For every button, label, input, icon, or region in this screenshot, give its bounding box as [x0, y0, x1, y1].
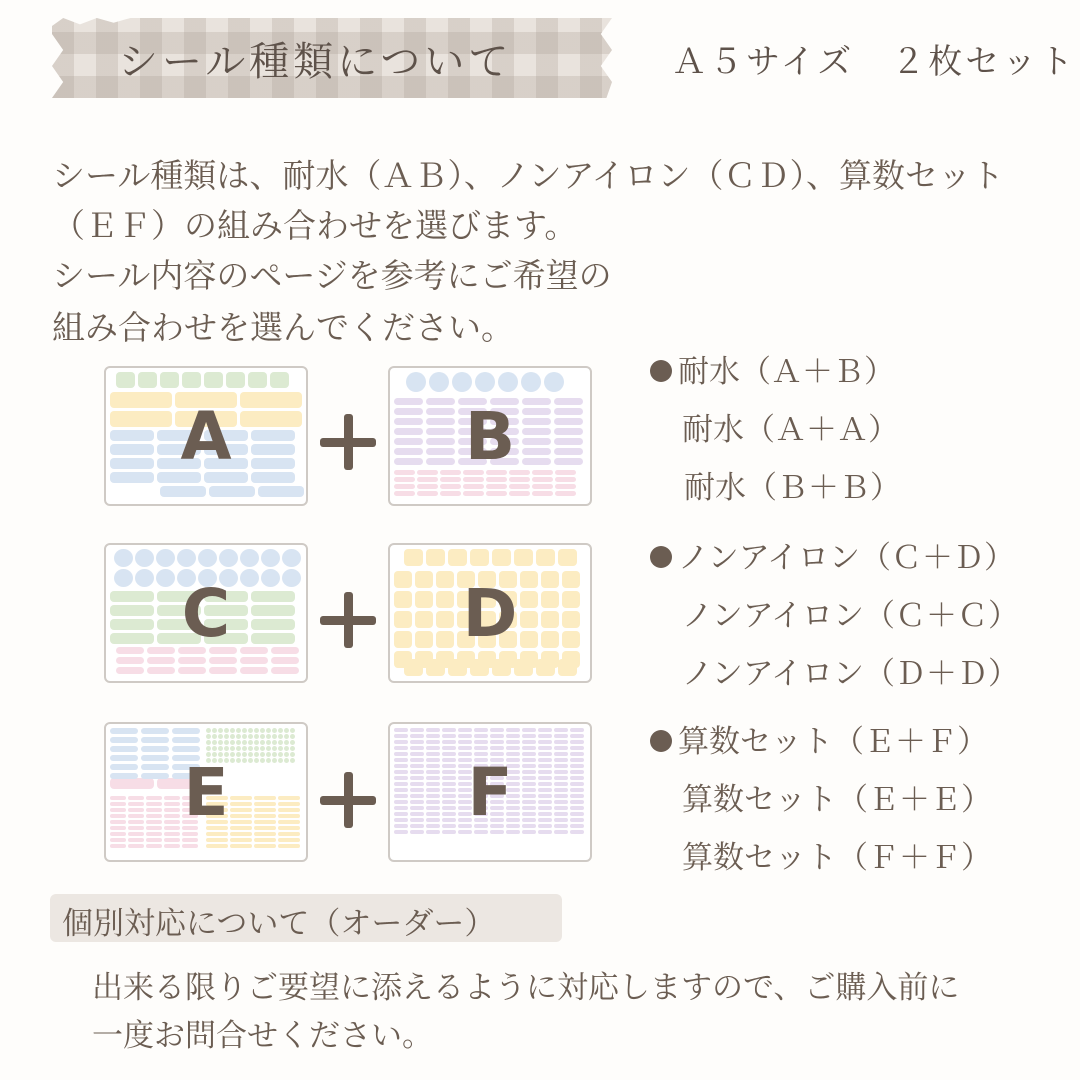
option-label: ノンアイロン（Ｃ＋Ｄ） [678, 540, 1015, 576]
plus-icon [320, 412, 380, 472]
option-math-ff: 算数セット（Ｆ＋Ｆ） [682, 840, 992, 876]
intro-line-2: （ＥＦ）の組み合わせを選びます。 [52, 206, 578, 245]
sticker-card-e [104, 722, 308, 862]
bullet-icon [650, 730, 672, 752]
option-label: 算数セット（Ｅ＋Ｆ） [678, 724, 988, 760]
page-title: シール種類について [118, 39, 513, 85]
sticker-card-a [104, 366, 308, 506]
card-letter-e: E [183, 753, 229, 831]
bullet-icon [650, 360, 672, 382]
sticker-card-b [388, 366, 592, 506]
intro-line-4: 組み合わせを選んでください。 [52, 308, 514, 347]
sticker-card-c [104, 543, 308, 683]
order-section-title: 個別対応について（オーダー） [62, 906, 496, 942]
option-label: 耐水（Ａ＋Ｂ） [678, 354, 895, 390]
intro-line-3: シール内容のページを参考にご希望の [52, 256, 612, 295]
order-line-2: 一度お問合せください。 [92, 1018, 433, 1054]
option-waterproof-bb: 耐水（Ｂ＋Ｂ） [684, 470, 901, 506]
option-noniron-dd: ノンアイロン（Ｄ＋Ｄ） [682, 656, 1019, 692]
card-letter-d: D [462, 574, 518, 652]
card-letter-b: B [464, 397, 516, 475]
option-waterproof-ab [650, 346, 895, 391]
size-subtitle: Ａ５サイズ ２枚セット [672, 42, 1077, 82]
order-line-1: 出来る限りご要望に添えるように対応しますので、ご購入前に [92, 970, 960, 1006]
sticker-card-f [388, 722, 592, 862]
option-noniron-cc: ノンアイロン（Ｃ＋Ｃ） [682, 598, 1019, 634]
intro-line-1: シール種類は、耐水（ＡＢ）、ノンアイロン（ＣＤ）、算数セット [52, 156, 1005, 195]
card-letter-a: A [180, 397, 232, 475]
plus-icon [320, 590, 380, 650]
sticker-card-d [388, 543, 592, 683]
card-letter-c: C [181, 574, 231, 652]
card-letter-f: F [467, 753, 513, 831]
option-math-ee: 算数セット（Ｅ＋Ｅ） [682, 782, 992, 818]
option-waterproof-aa: 耐水（Ａ＋Ａ） [682, 412, 899, 448]
bullet-icon [650, 546, 672, 568]
option-math-ef [650, 716, 988, 761]
option-noniron-cd [650, 532, 1015, 577]
plus-icon [320, 770, 380, 830]
